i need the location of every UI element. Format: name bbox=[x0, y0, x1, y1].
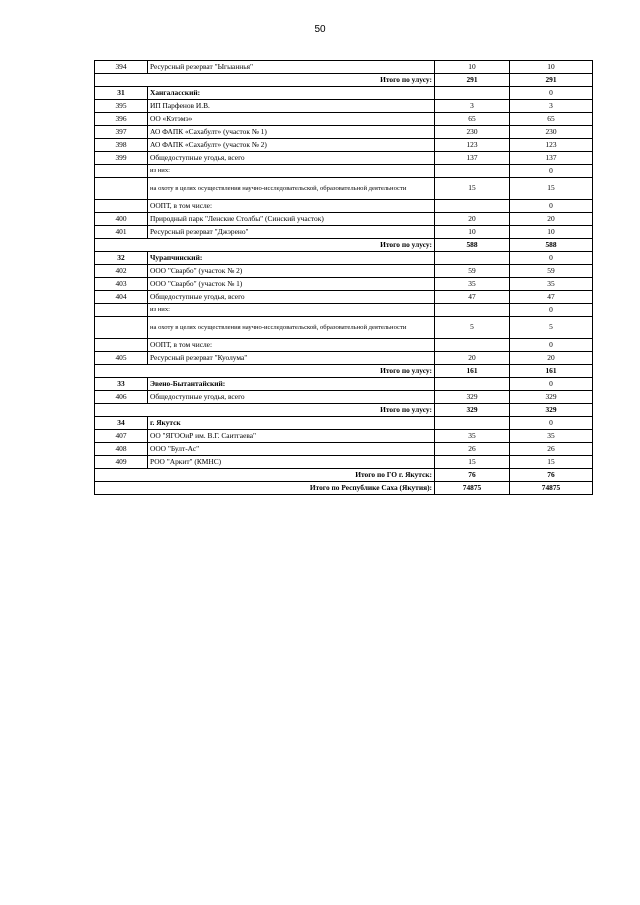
value-col-1 bbox=[435, 165, 510, 178]
row-number: 395 bbox=[95, 100, 148, 113]
row-name: Природный парк "Ленские Столбы" (Синский участок) bbox=[148, 213, 435, 226]
value-col-1: 329 bbox=[435, 404, 510, 417]
value-col-1: 588 bbox=[435, 239, 510, 252]
value-col-1 bbox=[435, 339, 510, 352]
value-col-2: 0 bbox=[510, 200, 593, 213]
value-col-2: 0 bbox=[510, 165, 593, 178]
table-row bbox=[95, 178, 593, 200]
row-name: ОО "ЯГООиР им. В.Г. Саитгаева" bbox=[148, 430, 435, 443]
row-name: Общедоступные угодья, всего bbox=[148, 391, 435, 404]
table-row bbox=[95, 100, 593, 113]
row-name: из них: bbox=[148, 165, 435, 178]
total-row bbox=[95, 239, 593, 252]
total-label: Итого по улусу: bbox=[95, 239, 435, 252]
value-col-1 bbox=[435, 417, 510, 430]
row-name: ООО "Сварбо" (участок № 2) bbox=[148, 265, 435, 278]
row-name: ОО «Кэтэмэ» bbox=[148, 113, 435, 126]
row-name: Эвено-Бытантайский: bbox=[148, 378, 435, 391]
value-col-1: 20 bbox=[435, 352, 510, 365]
value-col-2: 35 bbox=[510, 430, 593, 443]
value-col-1: 15 bbox=[435, 178, 510, 200]
total-label: Итого по улусу: bbox=[95, 365, 435, 378]
row-number: 404 bbox=[95, 291, 148, 304]
row-name: Ресурсный резерват "Джэрено" bbox=[148, 226, 435, 239]
value-col-1 bbox=[435, 378, 510, 391]
row-number bbox=[95, 339, 148, 352]
table-row bbox=[95, 165, 593, 178]
row-number: 396 bbox=[95, 113, 148, 126]
value-col-1: 59 bbox=[435, 265, 510, 278]
row-name: Общедоступные угодья, всего bbox=[148, 152, 435, 165]
page-number: 50 bbox=[314, 24, 326, 35]
value-col-2: 0 bbox=[510, 304, 593, 317]
table-row bbox=[95, 304, 593, 317]
total-row bbox=[95, 482, 593, 495]
row-number: 400 bbox=[95, 213, 148, 226]
value-col-1: 47 bbox=[435, 291, 510, 304]
row-number: 394 bbox=[95, 61, 148, 74]
value-col-1: 74875 bbox=[435, 482, 510, 495]
row-number: 402 bbox=[95, 265, 148, 278]
value-col-2: 74875 bbox=[510, 482, 593, 495]
row-name: Хангаласский: bbox=[148, 87, 435, 100]
value-col-1: 3 bbox=[435, 100, 510, 113]
row-number bbox=[95, 304, 148, 317]
value-col-2: 588 bbox=[510, 239, 593, 252]
value-col-2: 59 bbox=[510, 265, 593, 278]
value-col-1: 230 bbox=[435, 126, 510, 139]
value-col-1: 10 bbox=[435, 61, 510, 74]
value-col-1: 10 bbox=[435, 226, 510, 239]
table-row bbox=[95, 61, 593, 74]
table-row bbox=[95, 265, 593, 278]
value-col-1: 26 bbox=[435, 443, 510, 456]
table-row bbox=[95, 339, 593, 352]
region-row bbox=[95, 378, 593, 391]
row-name: на охоту в целях осуществления научно-исследовательской, образовательной деятельности bbox=[148, 178, 435, 200]
row-number: 405 bbox=[95, 352, 148, 365]
value-col-1 bbox=[435, 304, 510, 317]
value-col-1: 329 bbox=[435, 391, 510, 404]
row-number: 34 bbox=[95, 417, 148, 430]
table-row bbox=[95, 226, 593, 239]
row-number: 406 bbox=[95, 391, 148, 404]
total-label: Итого по ГО г. Якутск: bbox=[95, 469, 435, 482]
total-row bbox=[95, 469, 593, 482]
value-col-1: 5 bbox=[435, 317, 510, 339]
table-row bbox=[95, 456, 593, 469]
table-row bbox=[95, 317, 593, 339]
value-col-2: 15 bbox=[510, 456, 593, 469]
row-name: ООО "Булт-Ас" bbox=[148, 443, 435, 456]
row-name: Ресурсный резерват "Ыгыаннья" bbox=[148, 61, 435, 74]
row-number: 397 bbox=[95, 126, 148, 139]
row-number bbox=[95, 178, 148, 200]
total-label: Итого по Республике Саха (Якутия): bbox=[95, 482, 435, 495]
value-col-2: 230 bbox=[510, 126, 593, 139]
table-row bbox=[95, 200, 593, 213]
row-number: 33 bbox=[95, 378, 148, 391]
value-col-1 bbox=[435, 200, 510, 213]
row-number: 32 bbox=[95, 252, 148, 265]
row-name: г. Якутск bbox=[148, 417, 435, 430]
value-col-2: 20 bbox=[510, 213, 593, 226]
value-col-1: 20 bbox=[435, 213, 510, 226]
row-name: на охоту в целях осуществления научно-исследовательской, образовательной деятельности bbox=[148, 317, 435, 339]
value-col-2: 161 bbox=[510, 365, 593, 378]
row-name: АО ФАПК «Сахабулт» (участок № 1) bbox=[148, 126, 435, 139]
row-number: 409 bbox=[95, 456, 148, 469]
row-name: АО ФАПК «Сахабулт» (участок № 2) bbox=[148, 139, 435, 152]
value-col-2: 0 bbox=[510, 87, 593, 100]
region-row bbox=[95, 87, 593, 100]
table-row bbox=[95, 443, 593, 456]
value-col-1: 65 bbox=[435, 113, 510, 126]
row-number bbox=[95, 317, 148, 339]
table-row bbox=[95, 213, 593, 226]
total-row bbox=[95, 404, 593, 417]
total-label: Итого по улусу: bbox=[95, 404, 435, 417]
table-row bbox=[95, 113, 593, 126]
value-col-1: 291 bbox=[435, 74, 510, 87]
table-row bbox=[95, 291, 593, 304]
table-row bbox=[95, 430, 593, 443]
row-number bbox=[95, 200, 148, 213]
region-row bbox=[95, 252, 593, 265]
value-col-2: 0 bbox=[510, 252, 593, 265]
row-number: 401 bbox=[95, 226, 148, 239]
total-row bbox=[95, 365, 593, 378]
row-number: 408 bbox=[95, 443, 148, 456]
value-col-2: 15 bbox=[510, 178, 593, 200]
value-col-2: 35 bbox=[510, 278, 593, 291]
row-number: 31 bbox=[95, 87, 148, 100]
table-row bbox=[95, 391, 593, 404]
total-label: Итого по улусу: bbox=[95, 74, 435, 87]
table-body bbox=[95, 61, 593, 495]
row-name: ООО "Сварбо" (участок № 1) bbox=[148, 278, 435, 291]
row-name: Общедоступные угодья, всего bbox=[148, 291, 435, 304]
value-col-2: 20 bbox=[510, 352, 593, 365]
region-row bbox=[95, 417, 593, 430]
value-col-1: 35 bbox=[435, 430, 510, 443]
table-row bbox=[95, 139, 593, 152]
row-name: ООПТ, в том числе: bbox=[148, 339, 435, 352]
value-col-2: 0 bbox=[510, 378, 593, 391]
value-col-1: 76 bbox=[435, 469, 510, 482]
hunting-grounds-table bbox=[94, 60, 593, 495]
row-name: из них: bbox=[148, 304, 435, 317]
value-col-2: 76 bbox=[510, 469, 593, 482]
value-col-2: 123 bbox=[510, 139, 593, 152]
value-col-1: 123 bbox=[435, 139, 510, 152]
row-number bbox=[95, 165, 148, 178]
row-name: Чурапчинский: bbox=[148, 252, 435, 265]
row-number: 403 bbox=[95, 278, 148, 291]
value-col-1: 35 bbox=[435, 278, 510, 291]
row-name: ООПТ, в том числе: bbox=[148, 200, 435, 213]
value-col-1: 15 bbox=[435, 456, 510, 469]
value-col-1: 161 bbox=[435, 365, 510, 378]
value-col-1 bbox=[435, 87, 510, 100]
value-col-2: 329 bbox=[510, 391, 593, 404]
value-col-2: 291 bbox=[510, 74, 593, 87]
value-col-2: 65 bbox=[510, 113, 593, 126]
value-col-2: 3 bbox=[510, 100, 593, 113]
table-row bbox=[95, 152, 593, 165]
table-row bbox=[95, 352, 593, 365]
value-col-2: 47 bbox=[510, 291, 593, 304]
value-col-2: 137 bbox=[510, 152, 593, 165]
row-name: РОО "Аркит" (КМНС) bbox=[148, 456, 435, 469]
value-col-2: 0 bbox=[510, 339, 593, 352]
row-number: 407 bbox=[95, 430, 148, 443]
value-col-2: 26 bbox=[510, 443, 593, 456]
row-number: 399 bbox=[95, 152, 148, 165]
row-name: Ресурсный резерват "Куолума" bbox=[148, 352, 435, 365]
table-row bbox=[95, 278, 593, 291]
value-col-1: 137 bbox=[435, 152, 510, 165]
table-row bbox=[95, 126, 593, 139]
value-col-1 bbox=[435, 252, 510, 265]
total-row bbox=[95, 74, 593, 87]
row-number: 398 bbox=[95, 139, 148, 152]
value-col-2: 10 bbox=[510, 61, 593, 74]
value-col-2: 10 bbox=[510, 226, 593, 239]
value-col-2: 5 bbox=[510, 317, 593, 339]
value-col-2: 329 bbox=[510, 404, 593, 417]
value-col-2: 0 bbox=[510, 417, 593, 430]
row-name: ИП Парфенов И.В. bbox=[148, 100, 435, 113]
